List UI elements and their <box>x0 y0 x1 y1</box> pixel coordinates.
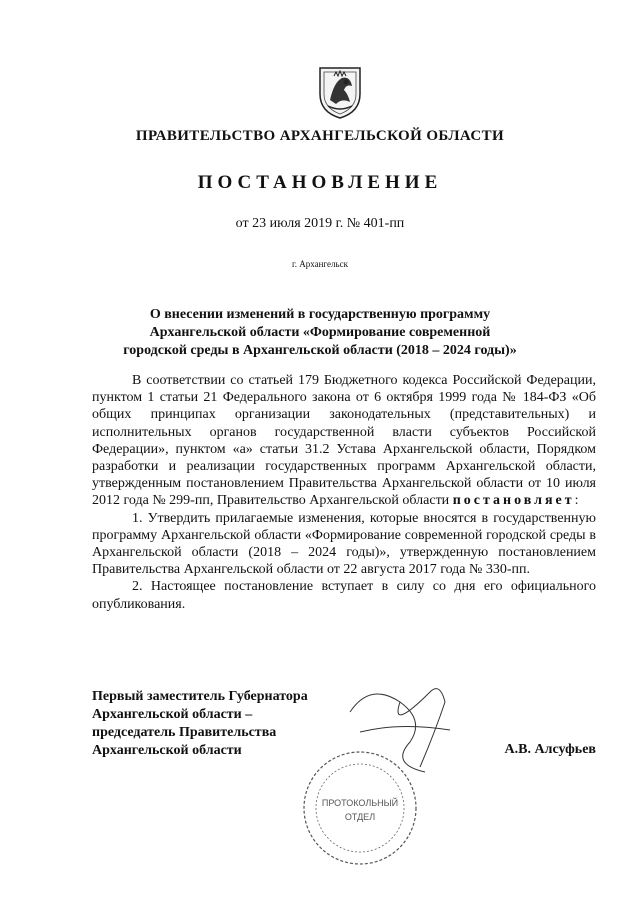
signer-line: Первый заместитель Губернатора <box>92 689 308 704</box>
official-stamp <box>300 748 420 868</box>
document-type: ПОСТАНОВЛЕНИЕ <box>197 172 443 193</box>
item-2: 2. Настоящее постановление вступает в силу со дня его официального опубликования. <box>92 579 596 612</box>
document-body <box>92 372 596 613</box>
decree-colon: : <box>574 493 579 509</box>
city: г. Архангельск <box>292 259 348 269</box>
subject-line: О внесении изменений в государственную программу <box>149 307 491 322</box>
date-number: от 23 июля 2019 г. № 401-пп <box>235 216 405 231</box>
stamp-line: ПРОТОКОЛЬНЫЙ <box>321 798 399 808</box>
signer-position <box>92 688 308 760</box>
preamble-paragraph <box>92 372 596 510</box>
subject-line: городской среды в Архангельской области (2018 – 2024 годы)» <box>123 343 517 358</box>
stamp-line: ОТДЕЛ <box>344 812 376 822</box>
authority-title: ПРАВИТЕЛЬСТВО АРХАНГЕЛЬСКОЙ ОБЛАСТИ <box>135 128 505 144</box>
decree-word: постановляет <box>452 493 575 509</box>
coat-of-arms-icon <box>316 60 364 120</box>
signer-name: А.В. Алсуфьев <box>504 742 596 757</box>
document-subject <box>60 306 580 360</box>
signer-line: Архангельской области – <box>92 707 253 722</box>
preamble-text: В соответствии со статьей 179 Бюджетного кодекса Российской Федерации, пунктом 1 статьи 21 Федерального закона от 6 октября 1999 года № 184-ФЗ «Об общих принципах организации законодательных (представительных) и исполнительных органов государственной власти субъектов Российской Федерации», пунктом «а» статьи 31.2 Устава Архангельской области, Порядком разработки и реализации государственных программ Архангельской области, утвержденным постановлением Правительства Архангельской области от 10 июля 2012 года № 299-пп, Правительство Архангельской области <box>92 373 596 509</box>
signer-line: Архангельской области <box>92 743 242 758</box>
subject-line: Архангельской области «Формирование современной <box>149 325 491 340</box>
item-1: 1. Утвердить прилагаемые изменения, которые вносятся в государственную программу Архангельской области «Формирование современной городской среды в Архангельской области (2018 – 2024 годы)», утвержденную постановлением Правительства Архангельской области от 22 августа 2017 года № 330-пп. <box>92 510 596 578</box>
signer-line: председатель Правительства <box>92 725 277 740</box>
